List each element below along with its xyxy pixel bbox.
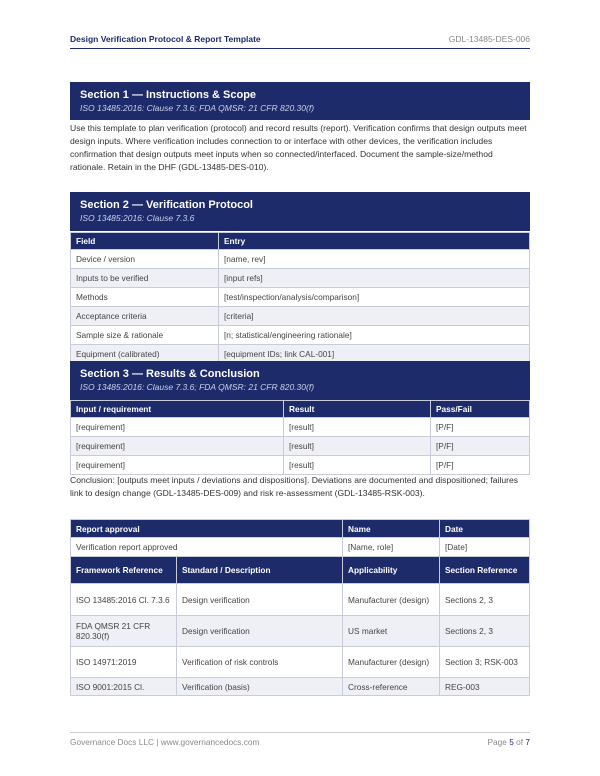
column-header: Name: [343, 520, 440, 538]
section-2-subtitle: ISO 13485:2016: Clause 7.3.6: [80, 213, 195, 223]
page-label: Page: [487, 737, 507, 747]
column-header: Pass/Fail: [431, 401, 530, 418]
result-cell: [result]: [284, 418, 431, 437]
current-page: 5: [509, 737, 514, 747]
table-row: [71, 616, 530, 647]
section-3-heading: [70, 361, 530, 400]
result-cell: [result]: [284, 437, 431, 456]
approval-table: [70, 519, 530, 696]
column-header: Date: [440, 520, 530, 538]
table-row: [71, 307, 530, 326]
standard-cell: Design verification: [177, 584, 343, 616]
applicability-cell: Cross-reference: [343, 678, 440, 696]
entry-cell: [equipment IDs; link CAL-001]: [219, 345, 530, 364]
results-table: [70, 400, 530, 475]
section-ref-cell: Sections 2, 3: [440, 616, 530, 647]
applicability-cell: Manufacturer (design): [343, 584, 440, 616]
field-cell: Device / version: [71, 250, 219, 269]
column-header: Applicability: [343, 557, 440, 584]
table-row: [71, 456, 530, 475]
entry-cell: [criteria]: [219, 307, 530, 326]
document-id: GDL-13485-DES-006: [448, 34, 530, 44]
standard-cell: Verification of risk controls: [177, 647, 343, 678]
column-header: Report approval: [71, 520, 343, 538]
approver-name-cell: [Name, role]: [343, 538, 440, 557]
section-1-body: Use this template to plan verification (protocol) and record results (report). Verification confirms that design outputs meet design inputs. Where verification includes connection to or interface with other devices, the verification includes confirmation that design outputs meet inputs when so connected/interfaced. Document the sample-size/method rationale. Retain in the DHF (GDL-13485-DES-010).: [70, 123, 527, 172]
table-row: [71, 326, 530, 345]
entry-cell: [n; statistical/engineering rationale]: [219, 326, 530, 345]
approval-item-cell: Verification report approved: [71, 538, 343, 557]
section-1-subtitle: ISO 13485:2016: Clause 7.3.6; FDA QMSR: 21 CFR 820.30(f): [80, 103, 315, 113]
pass-fail-cell: [P/F]: [431, 456, 530, 475]
page-footer: [70, 732, 530, 747]
section-3-subtitle: ISO 13485:2016: Clause 7.3.6; FDA QMSR: 21 CFR 820.30(f): [80, 382, 315, 392]
table-row: [71, 647, 530, 678]
entry-cell: [test/inspection/analysis/comparison]: [219, 288, 530, 307]
result-cell: [result]: [284, 456, 431, 475]
section-1-title: Section 1 — Instructions & Scope: [80, 89, 257, 101]
table-row: [71, 250, 530, 269]
field-cell: Methods: [71, 288, 219, 307]
standard-cell: Verification (basis): [177, 678, 343, 696]
protocol-table: [70, 232, 530, 364]
field-cell: Acceptance criteria: [71, 307, 219, 326]
section-ref-cell: Section 3; RSK-003: [440, 647, 530, 678]
column-header: Standard / Description: [177, 557, 343, 584]
applicability-cell: Manufacturer (design): [343, 647, 440, 678]
table-row: [71, 538, 530, 557]
table-row: [71, 288, 530, 307]
requirement-cell: [requirement]: [71, 418, 284, 437]
table-row: [71, 584, 530, 616]
page-number: [488, 737, 531, 747]
table-row: [71, 678, 530, 696]
standard-cell: Design verification: [177, 616, 343, 647]
section-1-heading: [70, 82, 530, 120]
table-row: [71, 269, 530, 288]
framework-cell: ISO 13485:2016 Cl. 7.3.6: [71, 584, 177, 616]
table-row: [71, 418, 530, 437]
requirement-cell: [requirement]: [71, 437, 284, 456]
framework-cell: FDA QMSR 21 CFR 820.30(f): [71, 616, 177, 647]
column-header: Section Reference: [440, 557, 530, 584]
section-3-title: Section 3 — Results & Conclusion: [80, 368, 260, 380]
pass-fail-cell: [P/F]: [431, 437, 530, 456]
entry-cell: [name, rev]: [219, 250, 530, 269]
column-header: Field: [71, 233, 219, 250]
pass-fail-cell: [P/F]: [431, 418, 530, 437]
framework-cell: ISO 9001:2015 Cl.: [71, 678, 177, 696]
entry-cell: [input refs]: [219, 269, 530, 288]
field-cell: Sample size & rationale: [71, 326, 219, 345]
field-cell: Inputs to be verified: [71, 269, 219, 288]
section-2-title: Section 2 — Verification Protocol: [80, 199, 253, 211]
column-header: Input / requirement: [71, 401, 284, 418]
section-ref-cell: REG-003: [440, 678, 530, 696]
table-row: [71, 437, 530, 456]
document-title: Design Verification Protocol & Report Template: [70, 34, 261, 44]
column-header: Framework Reference: [71, 557, 177, 584]
of-label: of: [516, 737, 524, 747]
section-ref-cell: Sections 2, 3: [440, 584, 530, 616]
column-header: Result: [284, 401, 431, 418]
footer-company: Governance Docs LLC | www.governancedocs.com: [70, 737, 260, 747]
conclusion-text: Conclusion: [outputs meet inputs / deviations and dispositions]. Deviations are documented and dispositioned; failures link to design change (GDL-13485-DES-009) and risk re-assessment (GDL-13485-RSK-003).: [70, 475, 519, 498]
applicability-cell: US market: [343, 616, 440, 647]
requirement-cell: [requirement]: [71, 456, 284, 475]
page-header: [70, 34, 530, 49]
field-cell: Equipment (calibrated): [71, 345, 219, 364]
framework-cell: ISO 14971:2019: [71, 647, 177, 678]
section-2-heading: [70, 192, 530, 231]
total-pages: 7: [525, 737, 530, 747]
approval-date-cell: [Date]: [440, 538, 530, 557]
column-header: Entry: [219, 233, 530, 250]
